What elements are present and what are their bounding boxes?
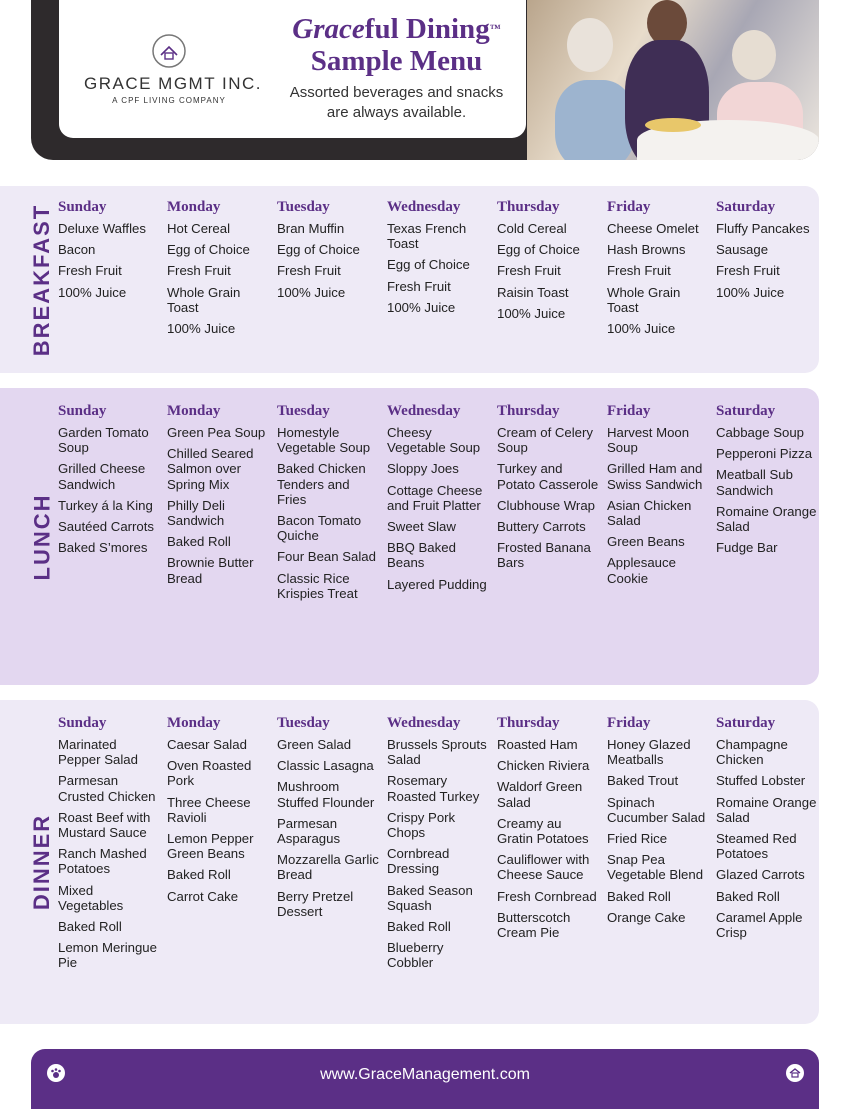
menu-item: Applesauce Cookie	[607, 555, 676, 586]
menu-item: Fried Rice	[607, 831, 668, 847]
day-heading: Sunday	[58, 715, 107, 731]
menu-item: Oven Roasted Pork	[167, 758, 252, 789]
menu-item: Cheese Omelet	[607, 221, 699, 236]
day-heading: Thursday	[497, 403, 560, 419]
menu-item: Whole Grain Toast	[167, 284, 241, 315]
dinner-saturday-column	[716, 715, 820, 946]
menu-item: 100% Juice	[387, 299, 456, 315]
menu-item: Honey Glazed Meatballs	[607, 737, 691, 768]
menu-item: Fudge Bar	[716, 540, 778, 556]
day-heading: Wednesday	[387, 715, 461, 731]
day-heading: Friday	[607, 403, 651, 419]
title-line-1: Graceful Dining™	[292, 13, 501, 45]
dinner-sunday-column	[58, 715, 162, 977]
menu-item: Harvest Moon Soup	[607, 425, 690, 456]
menu-item: Baked Roll	[607, 888, 671, 904]
menu-item: Green Pea Soup	[167, 425, 266, 440]
menu-item: Romaine Orange Salad	[716, 503, 817, 535]
menu-item: Baked Roll	[167, 534, 231, 550]
dinner-label: DINNER	[29, 813, 54, 911]
day-heading: Saturday	[716, 403, 776, 419]
menu-item: Mushroom Stuffed Flounder	[277, 779, 375, 810]
day-heading: Thursday	[497, 199, 560, 215]
menu-item: Cornbread Dressing	[387, 846, 450, 877]
menu-item: Cottage Cheese and Fruit Platter	[387, 482, 483, 513]
menu-item: Spinach Cucumber Salad	[607, 794, 706, 825]
home-icon	[786, 1064, 804, 1082]
menu-item: Baked Roll	[387, 919, 451, 935]
day-heading: Sunday	[58, 403, 107, 419]
menu-item: Waldorf Green Salad	[497, 779, 583, 810]
menu-item: Buttery Carrots	[497, 519, 586, 535]
title-line-2: Sample Menu	[310, 45, 483, 77]
menu-item: 100% Juice	[277, 284, 346, 300]
menu-item: Carrot Cake	[167, 888, 239, 904]
menu-item: Raisin Toast	[497, 284, 569, 300]
menu-item: Homestyle Vegetable Soup	[277, 425, 371, 456]
menu-item: Romaine Orange Salad	[716, 794, 817, 825]
menu-item: Orange Cake	[607, 909, 686, 925]
menu-item: Mozzarella Garlic Bread	[277, 852, 379, 883]
menu-item: Sweet Slaw	[387, 519, 456, 535]
day-heading: Tuesday	[277, 715, 330, 731]
menu-item: Fluffy Pancakes	[716, 221, 810, 236]
menu-item: Berry Pretzel Dessert	[277, 888, 354, 919]
menu-item: Classic Rice Krispies Treat	[277, 570, 358, 601]
day-heading: Thursday	[497, 715, 560, 731]
menu-item: Caramel Apple Crisp	[716, 909, 803, 941]
menu-item: Asian Chicken Salad	[607, 497, 692, 529]
breakfast-tuesday-column	[277, 199, 381, 306]
menu-item: Turkey and Potato Casserole	[497, 461, 599, 492]
company-name: GRACE MGMT INC.	[84, 74, 263, 93]
menu-item: Brownie Butter Bread	[167, 555, 254, 586]
menu-item: Clubhouse Wrap	[497, 497, 595, 513]
menu-item: BBQ Baked Beans	[387, 540, 456, 571]
menu-item: Deluxe Waffles	[58, 221, 146, 236]
day-heading: Saturday	[716, 199, 776, 215]
menu-item: Snap Pea Vegetable Blend	[607, 852, 704, 883]
day-heading: Tuesday	[277, 199, 330, 215]
menu-item: Glazed Carrots	[716, 867, 805, 883]
lunch-friday-column	[607, 403, 711, 592]
day-heading: Friday	[607, 715, 651, 731]
lunch-saturday-column	[716, 403, 820, 561]
menu-item: Texas French Toast	[387, 221, 467, 252]
breakfast-sunday-column	[58, 199, 162, 306]
menu-item: Creamy au Gratin Potatoes	[497, 815, 589, 847]
lunch-wednesday-column	[387, 403, 491, 598]
menu-item: Egg of Choice	[387, 257, 470, 273]
dinner-friday-column	[607, 715, 711, 931]
menu-item: Bacon Tomato Quiche	[277, 513, 362, 544]
menu-item: Sausage	[716, 242, 769, 258]
day-heading: Wednesday	[387, 403, 461, 419]
menu-item: Cream of Celery Soup	[497, 425, 594, 456]
menu-item: Crispy Pork Chops	[387, 809, 456, 841]
menu-item: Fresh Fruit	[716, 263, 780, 279]
day-heading: Wednesday	[387, 199, 461, 215]
menu-item: Roast Beef with Mustard Sauce	[58, 809, 151, 841]
menu-item: 100% Juice	[497, 305, 566, 321]
menu-item: Baked Chicken Tenders and Fries	[277, 461, 366, 507]
footer-bar	[31, 1049, 819, 1109]
day-heading: Friday	[607, 199, 651, 215]
dinner-monday-column	[167, 715, 271, 910]
menu-item: Bran Muffin	[277, 221, 345, 236]
breakfast-label: BREAKFAST	[29, 203, 55, 356]
dinner-tuesday-column	[277, 715, 381, 925]
menu-item: Egg of Choice	[167, 242, 250, 258]
menu-item: Meatball Sub Sandwich	[716, 467, 793, 498]
menu-item: Cold Cereal	[497, 221, 567, 236]
menu-item: Whole Grain Toast	[607, 284, 681, 315]
menu-item: 100% Juice	[716, 284, 785, 300]
menu-item: Green Beans	[607, 534, 685, 550]
menu-item: Three Cheese Ravioli	[167, 794, 251, 825]
breakfast-friday-column	[607, 199, 711, 342]
lunch-label: LUNCH	[29, 493, 54, 580]
day-heading: Tuesday	[277, 403, 330, 419]
breakfast-saturday-column	[716, 199, 820, 306]
day-heading: Sunday	[58, 199, 107, 215]
menu-item: 100% Juice	[167, 321, 236, 337]
menu-item: Classic Lasagna	[277, 758, 374, 774]
breakfast-wednesday-column	[387, 199, 491, 321]
menu-item: Fresh Cornbread	[497, 888, 597, 904]
menu-item: Fresh Fruit	[387, 278, 451, 294]
lunch-sunday-column	[58, 403, 162, 561]
menu-item: Garden Tomato Soup	[58, 425, 149, 456]
menu-item: Grilled Cheese Sandwich	[58, 461, 146, 492]
menu-item: Butterscotch Cream Pie	[497, 909, 571, 941]
menu-item: Baked Roll	[167, 867, 231, 883]
menu-item: Baked Trout	[607, 773, 679, 789]
menu-item: Frosted Banana Bars	[497, 540, 591, 571]
menu-item: Lemon Pepper Green Beans	[167, 831, 254, 862]
breakfast-thursday-column	[497, 199, 601, 327]
menu-item: Roasted Ham	[497, 737, 578, 752]
menu-item: 100% Juice	[607, 321, 676, 337]
day-heading: Monday	[167, 403, 221, 419]
menu-item: Philly Deli Sandwich	[167, 497, 225, 529]
menu-item: Layered Pudding	[387, 576, 487, 592]
menu-item: Fresh Fruit	[497, 263, 561, 279]
menu-item: Four Bean Salad	[277, 549, 376, 565]
menu-item: Ranch Mashed Potatoes	[58, 846, 147, 877]
day-heading: Saturday	[716, 715, 776, 731]
menu-item: Fresh Fruit	[58, 263, 122, 279]
brand-card	[59, 0, 526, 138]
menu-item: Baked Season Squash	[387, 882, 473, 913]
breakfast-monday-column	[167, 199, 271, 342]
menu-item: Stuffed Lobster	[716, 773, 806, 789]
day-heading: Monday	[167, 199, 221, 215]
menu-item: Sautéed Carrots	[58, 519, 155, 535]
menu-item: Egg of Choice	[277, 242, 360, 258]
menu-item: Rosemary Roasted Turkey	[387, 773, 480, 804]
menu-item: Pepperoni Pizza	[716, 446, 813, 462]
website-link[interactable]: www.GraceManagement.com	[320, 1066, 530, 1083]
header-banner	[31, 0, 819, 160]
lunch-tuesday-column	[277, 403, 381, 607]
menu-item: Caesar Salad	[167, 737, 247, 752]
menu-item: Fresh Fruit	[167, 263, 231, 279]
menu-item: Baked Roll	[58, 919, 122, 935]
menu-subtitle: Assorted beverages and snacks are always available.	[289, 84, 504, 121]
menu-item: Hash Browns	[607, 242, 686, 258]
menu-item: Chilled Seared Salmon over Spring Mix	[167, 446, 254, 492]
menu-item: Cauliflower with Cheese Sauce	[497, 852, 590, 883]
menu-item: Cabbage Soup	[716, 425, 804, 440]
company-logo	[84, 32, 263, 105]
menu-item: Parmesan Crusted Chicken	[58, 773, 156, 804]
lunch-thursday-column	[497, 403, 601, 577]
menu-item: Blueberry Cobbler	[387, 940, 444, 971]
menu-item: Hot Cereal	[167, 221, 231, 236]
menu-item: Mixed Vegetables	[58, 882, 124, 913]
menu-item: Parmesan Asparagus	[277, 815, 341, 847]
menu-item: Baked Roll	[716, 888, 780, 904]
menu-item: Steamed Red Potatoes	[716, 831, 797, 862]
dinner-thursday-column	[497, 715, 601, 946]
company-tagline: A CPF LIVING COMPANY	[112, 96, 226, 105]
menu-item: Champagne Chicken	[716, 737, 788, 768]
menu-item: Green Salad	[277, 737, 352, 752]
menu-item: Lemon Meringue Pie	[58, 940, 157, 971]
dinner-wednesday-column	[387, 715, 491, 977]
menu-item: 100% Juice	[58, 284, 127, 300]
day-heading: Monday	[167, 715, 221, 731]
dining-photo	[527, 0, 819, 160]
menu-item: Grilled Ham and Swiss Sandwich	[607, 461, 703, 492]
menu-item: Fresh Fruit	[277, 263, 341, 279]
menu-title	[279, 13, 514, 123]
menu-item: Marinated Pepper Salad	[58, 737, 138, 768]
menu-item: Brussels Sprouts Salad	[387, 737, 487, 768]
menu-item: Baked S’mores	[58, 540, 148, 556]
menu-item: Chicken Riviera	[497, 758, 590, 774]
menu-item: Turkey á la King	[58, 497, 153, 513]
menu-item: Egg of Choice	[497, 242, 580, 258]
menu-item: Sloppy Joes	[387, 461, 459, 477]
menu-item: Fresh Fruit	[607, 263, 671, 279]
menu-item: Cheesy Vegetable Soup	[387, 425, 481, 456]
house-circle-icon	[150, 32, 188, 70]
menu-item: Bacon	[58, 242, 96, 258]
lunch-monday-column	[167, 403, 271, 592]
